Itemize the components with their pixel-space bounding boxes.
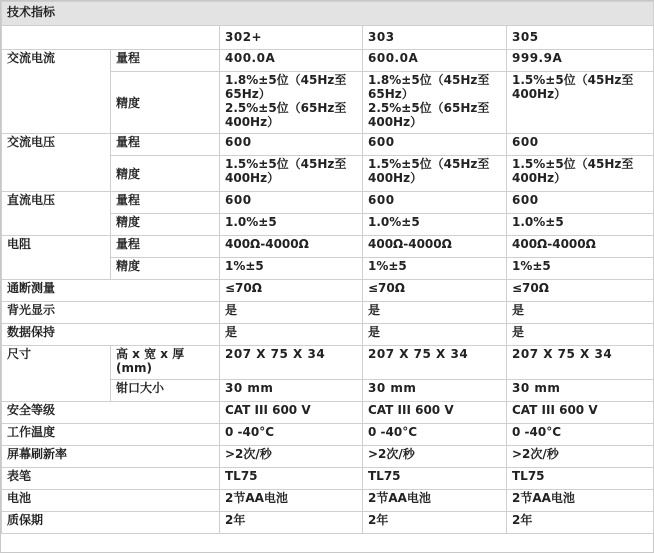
value-cell: 是 [507, 324, 654, 346]
value-cell: 30 mm [507, 380, 654, 402]
table-row [2, 236, 654, 258]
value-cell: 999.9A [507, 50, 654, 72]
model-header: 303 [363, 26, 507, 50]
value-cell: 0 -40°C [363, 424, 507, 446]
value-cell: 是 [220, 302, 363, 324]
table-row [2, 490, 654, 512]
category-label: 数据保持 [2, 324, 220, 346]
value-cell: 是 [363, 302, 507, 324]
table-row [2, 402, 654, 424]
category-label: 电池 [2, 490, 220, 512]
value-cell: 400Ω-4000Ω [507, 236, 654, 258]
value-cell: 2年 [220, 512, 363, 534]
sub-label: 量程 [111, 50, 220, 72]
table-row [2, 302, 654, 324]
sub-label: 高 x 宽 x 厚 (mm) [111, 346, 220, 380]
value-cell: 1.0%±5 [363, 214, 507, 236]
value-cell: 1.8%±5位（45Hz至65Hz） 2.5%±5位（65Hz至400Hz） [220, 72, 363, 134]
table-row [2, 468, 654, 490]
sub-label: 量程 [111, 134, 220, 156]
category-label: 通断测量 [2, 280, 220, 302]
table-row [2, 192, 654, 214]
value-cell: 600 [220, 192, 363, 214]
table-row [2, 134, 654, 156]
table-row [2, 324, 654, 346]
value-cell: 600 [363, 134, 507, 156]
category-label: 工作温度 [2, 424, 220, 446]
value-cell: 2节AA电池 [220, 490, 363, 512]
sub-label: 精度 [111, 72, 220, 134]
value-cell: 1%±5 [220, 258, 363, 280]
table-row [2, 50, 654, 72]
category-label: 安全等级 [2, 402, 220, 424]
value-cell: 1.5%±5位（45Hz至400Hz） [507, 72, 654, 134]
value-cell: 600 [363, 192, 507, 214]
category-label: 电阻 [2, 236, 111, 280]
value-cell: 是 [220, 324, 363, 346]
sub-label: 量程 [111, 192, 220, 214]
category-label: 交流电流 [2, 50, 111, 134]
category-label: 交流电压 [2, 134, 111, 192]
value-cell: 207 X 75 X 34 [220, 346, 363, 380]
category-label: 表笔 [2, 468, 220, 490]
value-cell: >2次/秒 [507, 446, 654, 468]
value-cell: TL75 [363, 468, 507, 490]
value-cell: CAT III 600 V [507, 402, 654, 424]
value-cell: 1.5%±5位（45Hz至400Hz） [220, 156, 363, 192]
table-row [2, 424, 654, 446]
category-label: 直流电压 [2, 192, 111, 236]
value-cell: 400.0A [220, 50, 363, 72]
table-title: 技术指标 [2, 2, 654, 26]
value-cell: 1%±5 [507, 258, 654, 280]
model-header-row [2, 26, 654, 50]
value-cell: 207 X 75 X 34 [507, 346, 654, 380]
spec-table [1, 1, 654, 534]
value-cell: CAT III 600 V [220, 402, 363, 424]
value-cell: ≤70Ω [507, 280, 654, 302]
value-cell: 2年 [507, 512, 654, 534]
table-row [2, 512, 654, 534]
value-cell: 600 [507, 192, 654, 214]
value-cell: TL75 [507, 468, 654, 490]
value-cell: CAT III 600 V [363, 402, 507, 424]
value-cell: TL75 [220, 468, 363, 490]
value-cell: 207 X 75 X 34 [363, 346, 507, 380]
value-cell: 2年 [363, 512, 507, 534]
value-cell: 30 mm [363, 380, 507, 402]
value-cell: ≤70Ω [363, 280, 507, 302]
value-cell: 0 -40°C [220, 424, 363, 446]
value-cell: 2节AA电池 [363, 490, 507, 512]
sub-label: 精度 [111, 214, 220, 236]
value-cell: 是 [363, 324, 507, 346]
value-cell: 600 [507, 134, 654, 156]
value-cell: 1.5%±5位（45Hz至400Hz） [363, 156, 507, 192]
table-title-row [2, 2, 654, 26]
sub-label: 量程 [111, 236, 220, 258]
category-label: 质保期 [2, 512, 220, 534]
header-empty-cell [2, 26, 220, 50]
value-cell: 600 [220, 134, 363, 156]
value-cell: 是 [507, 302, 654, 324]
value-cell: >2次/秒 [363, 446, 507, 468]
model-header: 302+ [220, 26, 363, 50]
value-cell: 1%±5 [363, 258, 507, 280]
value-cell: 1.0%±5 [507, 214, 654, 236]
table-row [2, 346, 654, 380]
value-cell: 1.5%±5位（45Hz至400Hz） [507, 156, 654, 192]
category-label: 屏幕刷新率 [2, 446, 220, 468]
value-cell: 400Ω-4000Ω [363, 236, 507, 258]
value-cell: >2次/秒 [220, 446, 363, 468]
category-label: 尺寸 [2, 346, 111, 402]
table-row [2, 280, 654, 302]
sub-label: 钳口大小 [111, 380, 220, 402]
value-cell: 1.8%±5位（45Hz至65Hz） 2.5%±5位（65Hz至400Hz） [363, 72, 507, 134]
table-row [2, 446, 654, 468]
value-cell: 600.0A [363, 50, 507, 72]
value-cell: 400Ω-4000Ω [220, 236, 363, 258]
category-label: 背光显示 [2, 302, 220, 324]
sub-label: 精度 [111, 156, 220, 192]
value-cell: 1.0%±5 [220, 214, 363, 236]
value-cell: 30 mm [220, 380, 363, 402]
value-cell: 2节AA电池 [507, 490, 654, 512]
model-header: 305 [507, 26, 654, 50]
value-cell: ≤70Ω [220, 280, 363, 302]
sub-label: 精度 [111, 258, 220, 280]
value-cell: 0 -40°C [507, 424, 654, 446]
